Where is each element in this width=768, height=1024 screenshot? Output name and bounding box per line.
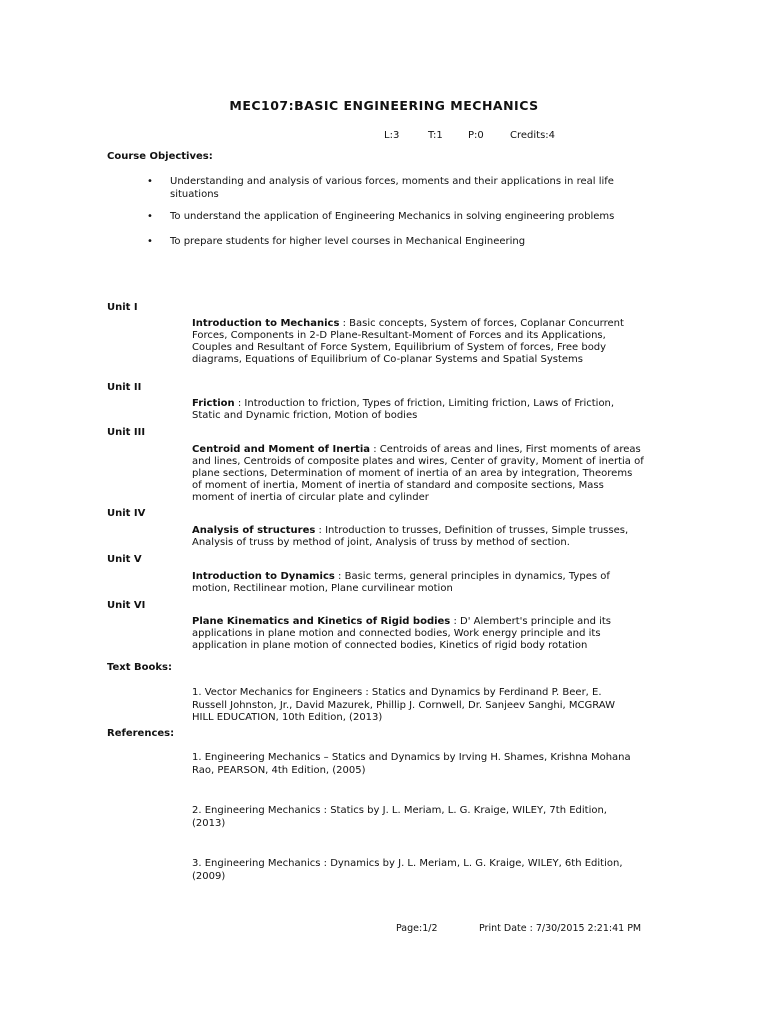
reference-item: 3. Engineering Mechanics : Dynamics by J. L. Meriam, L. G. Kraige, WILEY, 6th Edition, (2009): [192, 858, 623, 882]
bullet-icon: •: [147, 236, 153, 247]
reference-item: 1. Engineering Mechanics – Statics and Dynamics by Irving H. Shames, Krishna Mohana Rao, PEARSON, 4th Edition, (2005): [192, 752, 631, 776]
unit-separator: :: [450, 616, 460, 627]
unit-topic: Introduction to Dynamics: [192, 571, 335, 582]
unit-label: Unit IV: [107, 508, 146, 519]
unit-separator: :: [315, 525, 326, 536]
bullet-icon: •: [147, 211, 153, 222]
objective-text: To prepare students for higher level courses in Mechanical Engineering: [170, 236, 526, 247]
text-books-heading: Text Books:: [107, 662, 172, 673]
tutorial-hours: T:1: [428, 130, 443, 141]
credit-count: Credits:4: [510, 130, 556, 141]
unit-topic: Centroid and Moment of Inertia: [192, 444, 371, 455]
reference-item: 2. Engineering Mechanics : Statics by J. L. Meriam, L. G. Kraige, WILEY, 7th Edition, (2013): [192, 805, 607, 829]
bullet-icon: •: [147, 176, 153, 187]
unit-description: [192, 444, 644, 504]
unit-separator: :: [234, 398, 245, 409]
unit-content: Introduction to friction, Types of friction, Limiting friction, Laws of Friction, Static and Dynamic friction, Motion of bodies: [192, 398, 615, 421]
unit-label: Unit VI: [107, 600, 146, 611]
print-date: Print Date : 7/30/2015 2:21:41 PM: [479, 923, 642, 934]
unit-topic: Plane Kinematics and Kinetics of Rigid bodies: [192, 616, 451, 627]
unit-description: [192, 318, 644, 366]
course-objectives-heading: Course Objectives:: [107, 151, 213, 162]
unit-label: Unit II: [107, 382, 142, 393]
unit-description: [192, 616, 644, 652]
unit-label: Unit I: [107, 302, 138, 313]
practical-hours: P:0: [468, 130, 484, 141]
unit-separator: :: [339, 318, 350, 329]
unit-separator: :: [334, 571, 345, 582]
unit-content: Centroids of areas and lines, First moments of areas and lines, Centroids of composite plates and wires, Center of gravity, Moment of inertia of plane sections, Determination of moment of inertia of an area by integration, Theorems of moment of inertia, Moment of inertia of standard and composite sections, Mass moment of inertia of circular plate and cylinder: [192, 444, 644, 503]
unit-topic: Analysis of structures: [192, 525, 316, 536]
unit-content: Basic terms, general principles in dynamics, Types of motion, Rectilinear motion, Plane curvilinear motion: [192, 571, 610, 594]
unit-label: Unit V: [107, 554, 142, 565]
unit-description: [192, 571, 644, 595]
unit-content: Introduction to trusses, Definition of trusses, Simple trusses, Analysis of truss by method of joint, Analysis of truss by method of section.: [192, 525, 629, 548]
unit-topic: Friction: [192, 398, 235, 409]
unit-separator: :: [370, 444, 380, 455]
objective-text: To understand the application of Engineering Mechanics in solving engineering problems: [170, 211, 615, 222]
unit-description: [192, 398, 644, 422]
unit-topic: Introduction to Mechanics: [192, 318, 340, 329]
references-heading: References:: [107, 728, 175, 739]
unit-description: [192, 525, 644, 549]
unit-content: D' Alembert's principle and its applications in plane motion and connected bodies, Work energy principle and its application in plane motion of connected bodies, Kinetics of rigid body rotation: [192, 616, 612, 651]
unit-content: Basic concepts, System of forces, Coplanar Concurrent Forces, Components in 2-D Plane-Resultant-Moment of Forces and its Applications, Couples and Resultant of Force System, Equilibrium of System of forces, Free body diagrams, Equations of Equilibrium of Co-planar Systems and Spatial Systems: [192, 318, 624, 365]
objective-text: Understanding and analysis of various forces, moments and their applications in real life situations: [170, 176, 614, 200]
page-number: Page:1/2: [396, 923, 438, 934]
course-title: MEC107:BASIC ENGINEERING MECHANICS: [229, 98, 539, 113]
text-book-item: 1. Vector Mechanics for Engineers : Statics and Dynamics by Ferdinand P. Beer, E. Russell Johnston, Jr., David Mazurek, Phillip J. Cornwell, Dr. Sanjeev Sanghi, MCGRAW HILL EDUCATION, 10th Edition, (2013): [192, 687, 615, 723]
lecture-hours: L:3: [384, 130, 400, 141]
unit-label: Unit III: [107, 427, 146, 438]
